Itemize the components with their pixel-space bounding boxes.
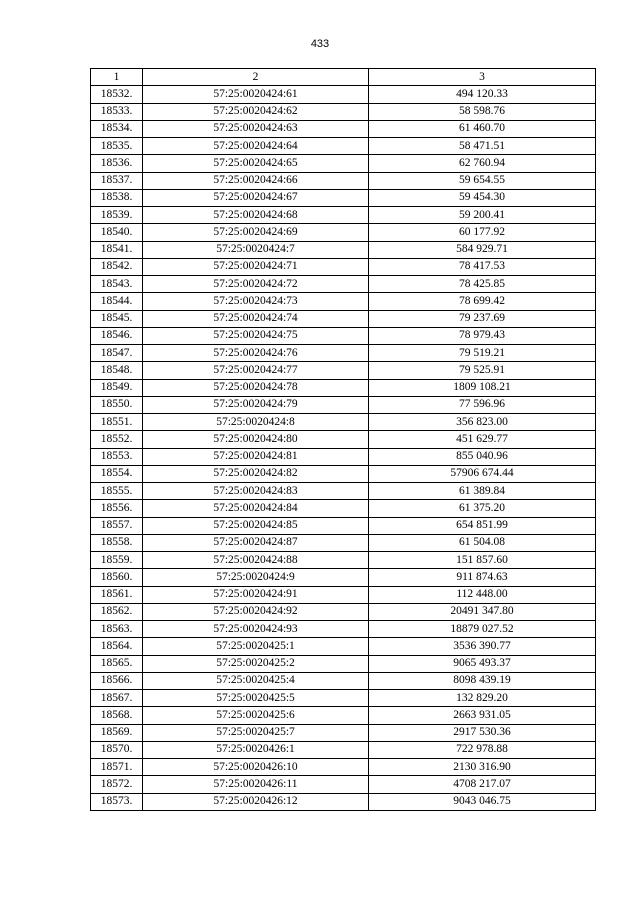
cadastral-number-cell: 57:25:0020424:61: [143, 86, 369, 103]
table-row: [91, 172, 596, 189]
table-row: [91, 138, 596, 155]
value-cell: 9065 493.37: [369, 655, 596, 672]
table-row: [91, 552, 596, 569]
row-number-cell: 18539.: [91, 207, 143, 224]
cadastral-number-cell: 57:25:0020424:66: [143, 172, 369, 189]
row-number-cell: 18556.: [91, 500, 143, 517]
cadastral-number-cell: 57:25:0020424:83: [143, 483, 369, 500]
cadastral-number-cell: 57:25:0020424:78: [143, 379, 369, 396]
row-number-cell: 18533.: [91, 103, 143, 120]
table-row: [91, 603, 596, 620]
column-header-number: 1: [91, 69, 143, 86]
cadastral-number-cell: 57:25:0020424:72: [143, 276, 369, 293]
cadastral-number-cell: 57:25:0020425:7: [143, 724, 369, 741]
row-number-cell: 18558.: [91, 534, 143, 551]
cadastral-number-cell: 57:25:0020424:8: [143, 414, 369, 431]
cadastral-number-cell: 57:25:0020424:79: [143, 396, 369, 413]
cadastral-number-cell: 57:25:0020424:82: [143, 465, 369, 482]
value-cell: 2917 530.36: [369, 724, 596, 741]
row-number-cell: 18567.: [91, 690, 143, 707]
value-cell: 59 654.55: [369, 172, 596, 189]
row-number-cell: 18546.: [91, 327, 143, 344]
cadastral-number-cell: 57:25:0020424:64: [143, 138, 369, 155]
cadastral-number-cell: 57:25:0020425:5: [143, 690, 369, 707]
cadastral-number-cell: 57:25:0020424:92: [143, 603, 369, 620]
value-cell: 4708 217.07: [369, 776, 596, 793]
row-number-cell: 18540.: [91, 224, 143, 241]
cadastral-number-cell: 57:25:0020426:12: [143, 793, 369, 810]
table-row: [91, 224, 596, 241]
cadastral-number-cell: 57:25:0020424:85: [143, 517, 369, 534]
value-cell: 451 629.77: [369, 431, 596, 448]
cadastral-number-cell: 57:25:0020424:76: [143, 345, 369, 362]
cadastral-number-cell: 57:25:0020425:1: [143, 638, 369, 655]
table-header-row: [91, 69, 596, 86]
table-row: [91, 672, 596, 689]
page-number: 433: [310, 38, 330, 50]
table-row: [91, 396, 596, 413]
table-row: [91, 207, 596, 224]
cadastral-number-cell: 57:25:0020424:73: [143, 293, 369, 310]
cadastral-number-cell: 57:25:0020424:84: [143, 500, 369, 517]
cadastral-number-cell: 57:25:0020425:6: [143, 707, 369, 724]
table-row: [91, 431, 596, 448]
cadastral-number-cell: 57:25:0020424:69: [143, 224, 369, 241]
cadastral-number-cell: 57:25:0020424:87: [143, 534, 369, 551]
row-number-cell: 18545.: [91, 310, 143, 327]
cadastral-number-cell: 57:25:0020424:74: [143, 310, 369, 327]
cadastral-number-cell: 57:25:0020426:10: [143, 759, 369, 776]
table-row: [91, 379, 596, 396]
row-number-cell: 18549.: [91, 379, 143, 396]
value-cell: 79 519.21: [369, 345, 596, 362]
row-number-cell: 18547.: [91, 345, 143, 362]
table-row: [91, 362, 596, 379]
cadastral-number-cell: 57:25:0020424:75: [143, 327, 369, 344]
value-cell: 78 699.42: [369, 293, 596, 310]
table-row: [91, 655, 596, 672]
row-number-cell: 18561.: [91, 586, 143, 603]
cadastral-number-cell: 57:25:0020424:63: [143, 120, 369, 137]
value-cell: 79 237.69: [369, 310, 596, 327]
row-number-cell: 18569.: [91, 724, 143, 741]
row-number-cell: 18564.: [91, 638, 143, 655]
table-row: [91, 465, 596, 482]
row-number-cell: 18572.: [91, 776, 143, 793]
value-cell: 855 040.96: [369, 448, 596, 465]
table-row: [91, 690, 596, 707]
value-cell: 78 425.85: [369, 276, 596, 293]
value-cell: 78 979.43: [369, 327, 596, 344]
cadastral-number-cell: 57:25:0020424:7: [143, 241, 369, 258]
value-cell: 9043 046.75: [369, 793, 596, 810]
value-cell: 61 504.08: [369, 534, 596, 551]
row-number-cell: 18538.: [91, 189, 143, 206]
cadastral-number-cell: 57:25:0020425:4: [143, 672, 369, 689]
value-cell: 61 389.84: [369, 483, 596, 500]
cadastral-number-cell: 57:25:0020424:9: [143, 569, 369, 586]
table-row: [91, 724, 596, 741]
value-cell: 77 596.96: [369, 396, 596, 413]
table-row: [91, 793, 596, 810]
value-cell: 911 874.63: [369, 569, 596, 586]
value-cell: 59 200.41: [369, 207, 596, 224]
table-row: [91, 776, 596, 793]
value-cell: 8098 439.19: [369, 672, 596, 689]
table-row: [91, 327, 596, 344]
value-cell: 722 978.88: [369, 741, 596, 758]
table-row: [91, 741, 596, 758]
value-cell: 151 857.60: [369, 552, 596, 569]
cadastral-number-cell: 57:25:0020424:93: [143, 621, 369, 638]
cadastral-number-cell: 57:25:0020425:2: [143, 655, 369, 672]
table-row: [91, 241, 596, 258]
row-number-cell: 18555.: [91, 483, 143, 500]
value-cell: 584 929.71: [369, 241, 596, 258]
row-number-cell: 18548.: [91, 362, 143, 379]
value-cell: 20491 347.80: [369, 603, 596, 620]
value-cell: 356 823.00: [369, 414, 596, 431]
row-number-cell: 18552.: [91, 431, 143, 448]
column-header-cadastral-number: 2: [143, 69, 369, 86]
value-cell: 132 829.20: [369, 690, 596, 707]
value-cell: 2663 931.05: [369, 707, 596, 724]
row-number-cell: 18566.: [91, 672, 143, 689]
row-number-cell: 18568.: [91, 707, 143, 724]
value-cell: 494 120.33: [369, 86, 596, 103]
table-row: [91, 586, 596, 603]
cadastral-number-cell: 57:25:0020426:1: [143, 741, 369, 758]
column-header-value: 3: [369, 69, 596, 86]
value-cell: 59 454.30: [369, 189, 596, 206]
value-cell: 60 177.92: [369, 224, 596, 241]
cadastral-value-table: [90, 68, 596, 811]
value-cell: 61 375.20: [369, 500, 596, 517]
table-row: [91, 707, 596, 724]
row-number-cell: 18553.: [91, 448, 143, 465]
value-cell: 58 598.76: [369, 103, 596, 120]
value-cell: 654 851.99: [369, 517, 596, 534]
cadastral-number-cell: 57:25:0020426:11: [143, 776, 369, 793]
value-cell: 2130 316.90: [369, 759, 596, 776]
cadastral-number-cell: 57:25:0020424:71: [143, 258, 369, 275]
value-cell: 78 417.53: [369, 258, 596, 275]
value-cell: 79 525.91: [369, 362, 596, 379]
cadastral-number-cell: 57:25:0020424:91: [143, 586, 369, 603]
table-row: [91, 258, 596, 275]
table-row: [91, 517, 596, 534]
cadastral-number-cell: 57:25:0020424:88: [143, 552, 369, 569]
row-number-cell: 18560.: [91, 569, 143, 586]
row-number-cell: 18537.: [91, 172, 143, 189]
table-row: [91, 448, 596, 465]
table-row: [91, 569, 596, 586]
table-row: [91, 483, 596, 500]
row-number-cell: 18541.: [91, 241, 143, 258]
table-row: [91, 345, 596, 362]
table-body: [91, 86, 596, 811]
cadastral-number-cell: 57:25:0020424:77: [143, 362, 369, 379]
table-row: [91, 189, 596, 206]
row-number-cell: 18534.: [91, 120, 143, 137]
row-number-cell: 18573.: [91, 793, 143, 810]
cadastral-number-cell: 57:25:0020424:80: [143, 431, 369, 448]
row-number-cell: 18551.: [91, 414, 143, 431]
cadastral-number-cell: 57:25:0020424:68: [143, 207, 369, 224]
value-cell: 61 460.70: [369, 120, 596, 137]
table-row: [91, 155, 596, 172]
table-row: [91, 621, 596, 638]
table-row: [91, 86, 596, 103]
cadastral-number-cell: 57:25:0020424:65: [143, 155, 369, 172]
row-number-cell: 18565.: [91, 655, 143, 672]
row-number-cell: 18550.: [91, 396, 143, 413]
row-number-cell: 18559.: [91, 552, 143, 569]
cadastral-number-cell: 57:25:0020424:62: [143, 103, 369, 120]
table-row: [91, 276, 596, 293]
table-row: [91, 638, 596, 655]
row-number-cell: 18535.: [91, 138, 143, 155]
row-number-cell: 18563.: [91, 621, 143, 638]
value-cell: 112 448.00: [369, 586, 596, 603]
value-cell: 18879 027.52: [369, 621, 596, 638]
row-number-cell: 18562.: [91, 603, 143, 620]
table-row: [91, 414, 596, 431]
row-number-cell: 18544.: [91, 293, 143, 310]
row-number-cell: 18532.: [91, 86, 143, 103]
table-row: [91, 120, 596, 137]
cadastral-number-cell: 57:25:0020424:81: [143, 448, 369, 465]
row-number-cell: 18543.: [91, 276, 143, 293]
table-row: [91, 293, 596, 310]
table-row: [91, 310, 596, 327]
row-number-cell: 18570.: [91, 741, 143, 758]
row-number-cell: 18536.: [91, 155, 143, 172]
row-number-cell: 18554.: [91, 465, 143, 482]
value-cell: 58 471.51: [369, 138, 596, 155]
table-row: [91, 500, 596, 517]
value-cell: 62 760.94: [369, 155, 596, 172]
value-cell: 3536 390.77: [369, 638, 596, 655]
table-row: [91, 534, 596, 551]
table-row: [91, 759, 596, 776]
row-number-cell: 18571.: [91, 759, 143, 776]
value-cell: 1809 108.21: [369, 379, 596, 396]
row-number-cell: 18542.: [91, 258, 143, 275]
cadastral-number-cell: 57:25:0020424:67: [143, 189, 369, 206]
row-number-cell: 18557.: [91, 517, 143, 534]
value-cell: 57906 674.44: [369, 465, 596, 482]
table-row: [91, 103, 596, 120]
